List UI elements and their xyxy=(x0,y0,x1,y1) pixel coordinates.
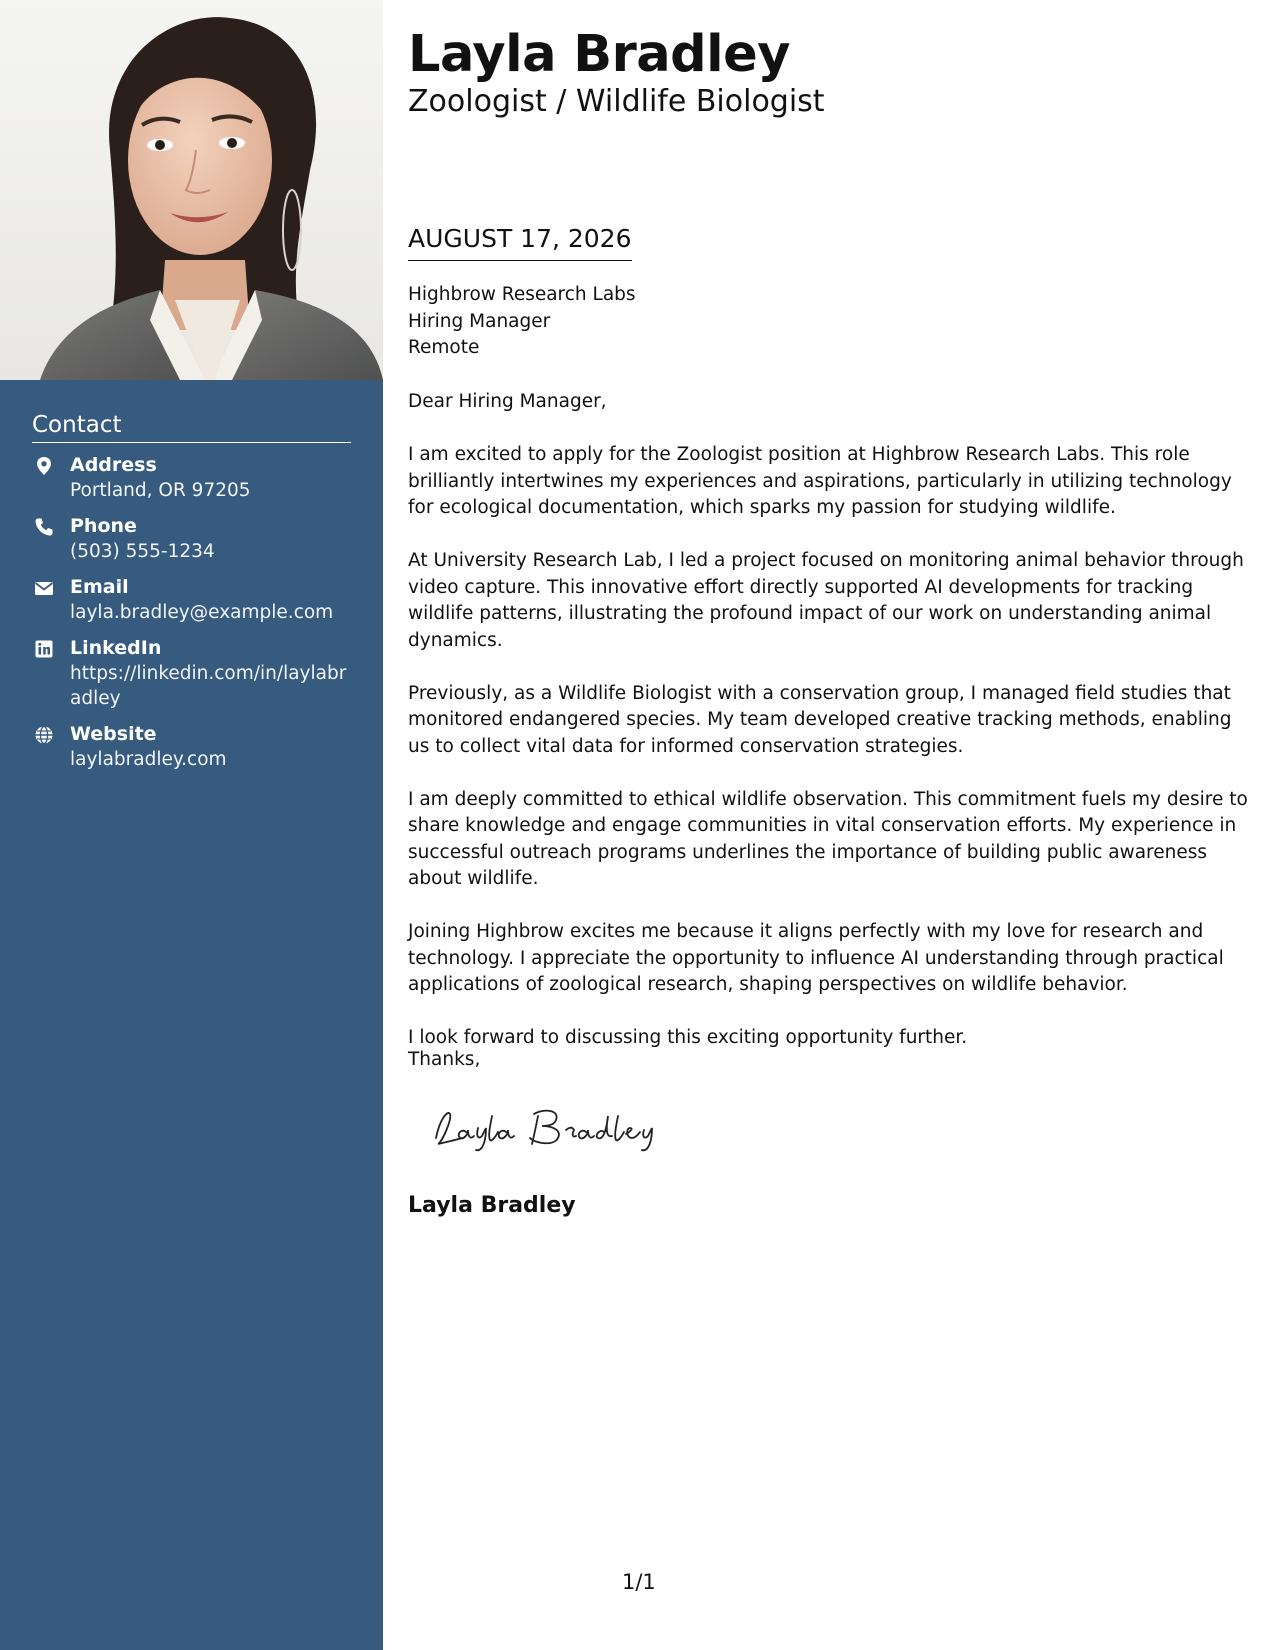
recipient-location: Remote xyxy=(408,337,480,358)
applicant-name: Layla Bradley xyxy=(408,25,791,84)
letter-body xyxy=(408,442,1253,1078)
salutation: Dear Hiring Manager, xyxy=(408,391,607,412)
contact-address xyxy=(32,453,351,503)
contact-label: Email xyxy=(70,576,129,598)
email-link[interactable]: layla.bradley@example.com xyxy=(70,602,334,623)
location-pin-icon xyxy=(34,456,54,476)
recipient-company: Highbrow Research Labs xyxy=(408,284,636,305)
contact-value: Portland, OR 97205 xyxy=(70,480,251,501)
body-paragraph: Previously, as a Wildlife Biologist with a conservation group, I managed field studies that monitored endangered species. My team developed creative tracking methods, enabling us to collect vital data for informed conservation strategies. xyxy=(408,682,1232,757)
website-link[interactable]: laylabradley.com xyxy=(70,749,227,770)
contact-section xyxy=(32,412,351,783)
body-paragraph: I am excited to apply for the Zoologist position at Highbrow Research Labs. This role brilliantly intertwines my experiences and aspirations, particularly in utilizing technology for ecological documentation, which sparks my passion for studying wildlife. xyxy=(408,444,1232,518)
envelope-icon xyxy=(34,578,54,598)
contact-label: Phone xyxy=(70,515,137,537)
contact-list xyxy=(32,453,351,772)
contact-label: LinkedIn xyxy=(70,637,162,659)
contact-website[interactable] xyxy=(32,722,351,772)
letter-date: AUGUST 17, 2026 xyxy=(408,224,632,261)
signature-image xyxy=(426,1098,666,1158)
contact-linkedin[interactable] xyxy=(32,636,351,711)
contact-email[interactable] xyxy=(32,575,351,625)
contact-label: Address xyxy=(70,454,157,476)
page-number: 1/1 xyxy=(622,1570,656,1594)
body-paragraph: Joining Highbrow excites me because it aligns perfectly with my love for research and technology. I appreciate the opportunity to influence AI understanding through practical applications of zoological research, shaping perspectives on wildlife behavior. xyxy=(408,921,1224,995)
sidebar xyxy=(0,0,383,1650)
applicant-title: Zoologist / Wildlife Biologist xyxy=(408,84,825,119)
contact-value: (503) 555-1234 xyxy=(70,541,215,562)
phone-icon xyxy=(34,517,54,537)
linkedin-link[interactable]: https://linkedin.com/in/laylabradley xyxy=(70,663,347,709)
signer-name: Layla Bradley xyxy=(408,1193,576,1218)
linkedin-icon xyxy=(34,639,54,659)
profile-photo xyxy=(0,0,383,380)
body-paragraph: I am deeply committed to ethical wildlife observation. This commitment fuels my desire to share knowledge and engage communities in vital conservation efforts. My experience in successful outreach programs underlines the importance of building public awareness about wildlife. xyxy=(408,788,1248,889)
contact-heading: Contact xyxy=(32,412,351,443)
closing: Thanks, xyxy=(408,1049,481,1070)
recipient-block xyxy=(408,282,636,362)
recipient-role: Hiring Manager xyxy=(408,310,551,332)
body-paragraph: At University Research Lab, I led a project focused on monitoring animal behavior through video capture. This innovative effort directly supported AI developments for tracking wildlife patterns, illustrating the profound impact of our work on understanding animal dynamics. xyxy=(408,550,1244,651)
portrait-photo xyxy=(0,0,383,380)
globe-icon xyxy=(34,725,54,745)
contact-phone xyxy=(32,514,351,564)
contact-label: Website xyxy=(70,723,157,745)
body-paragraph: I look forward to discussing this exciting opportunity further. xyxy=(408,1027,968,1048)
